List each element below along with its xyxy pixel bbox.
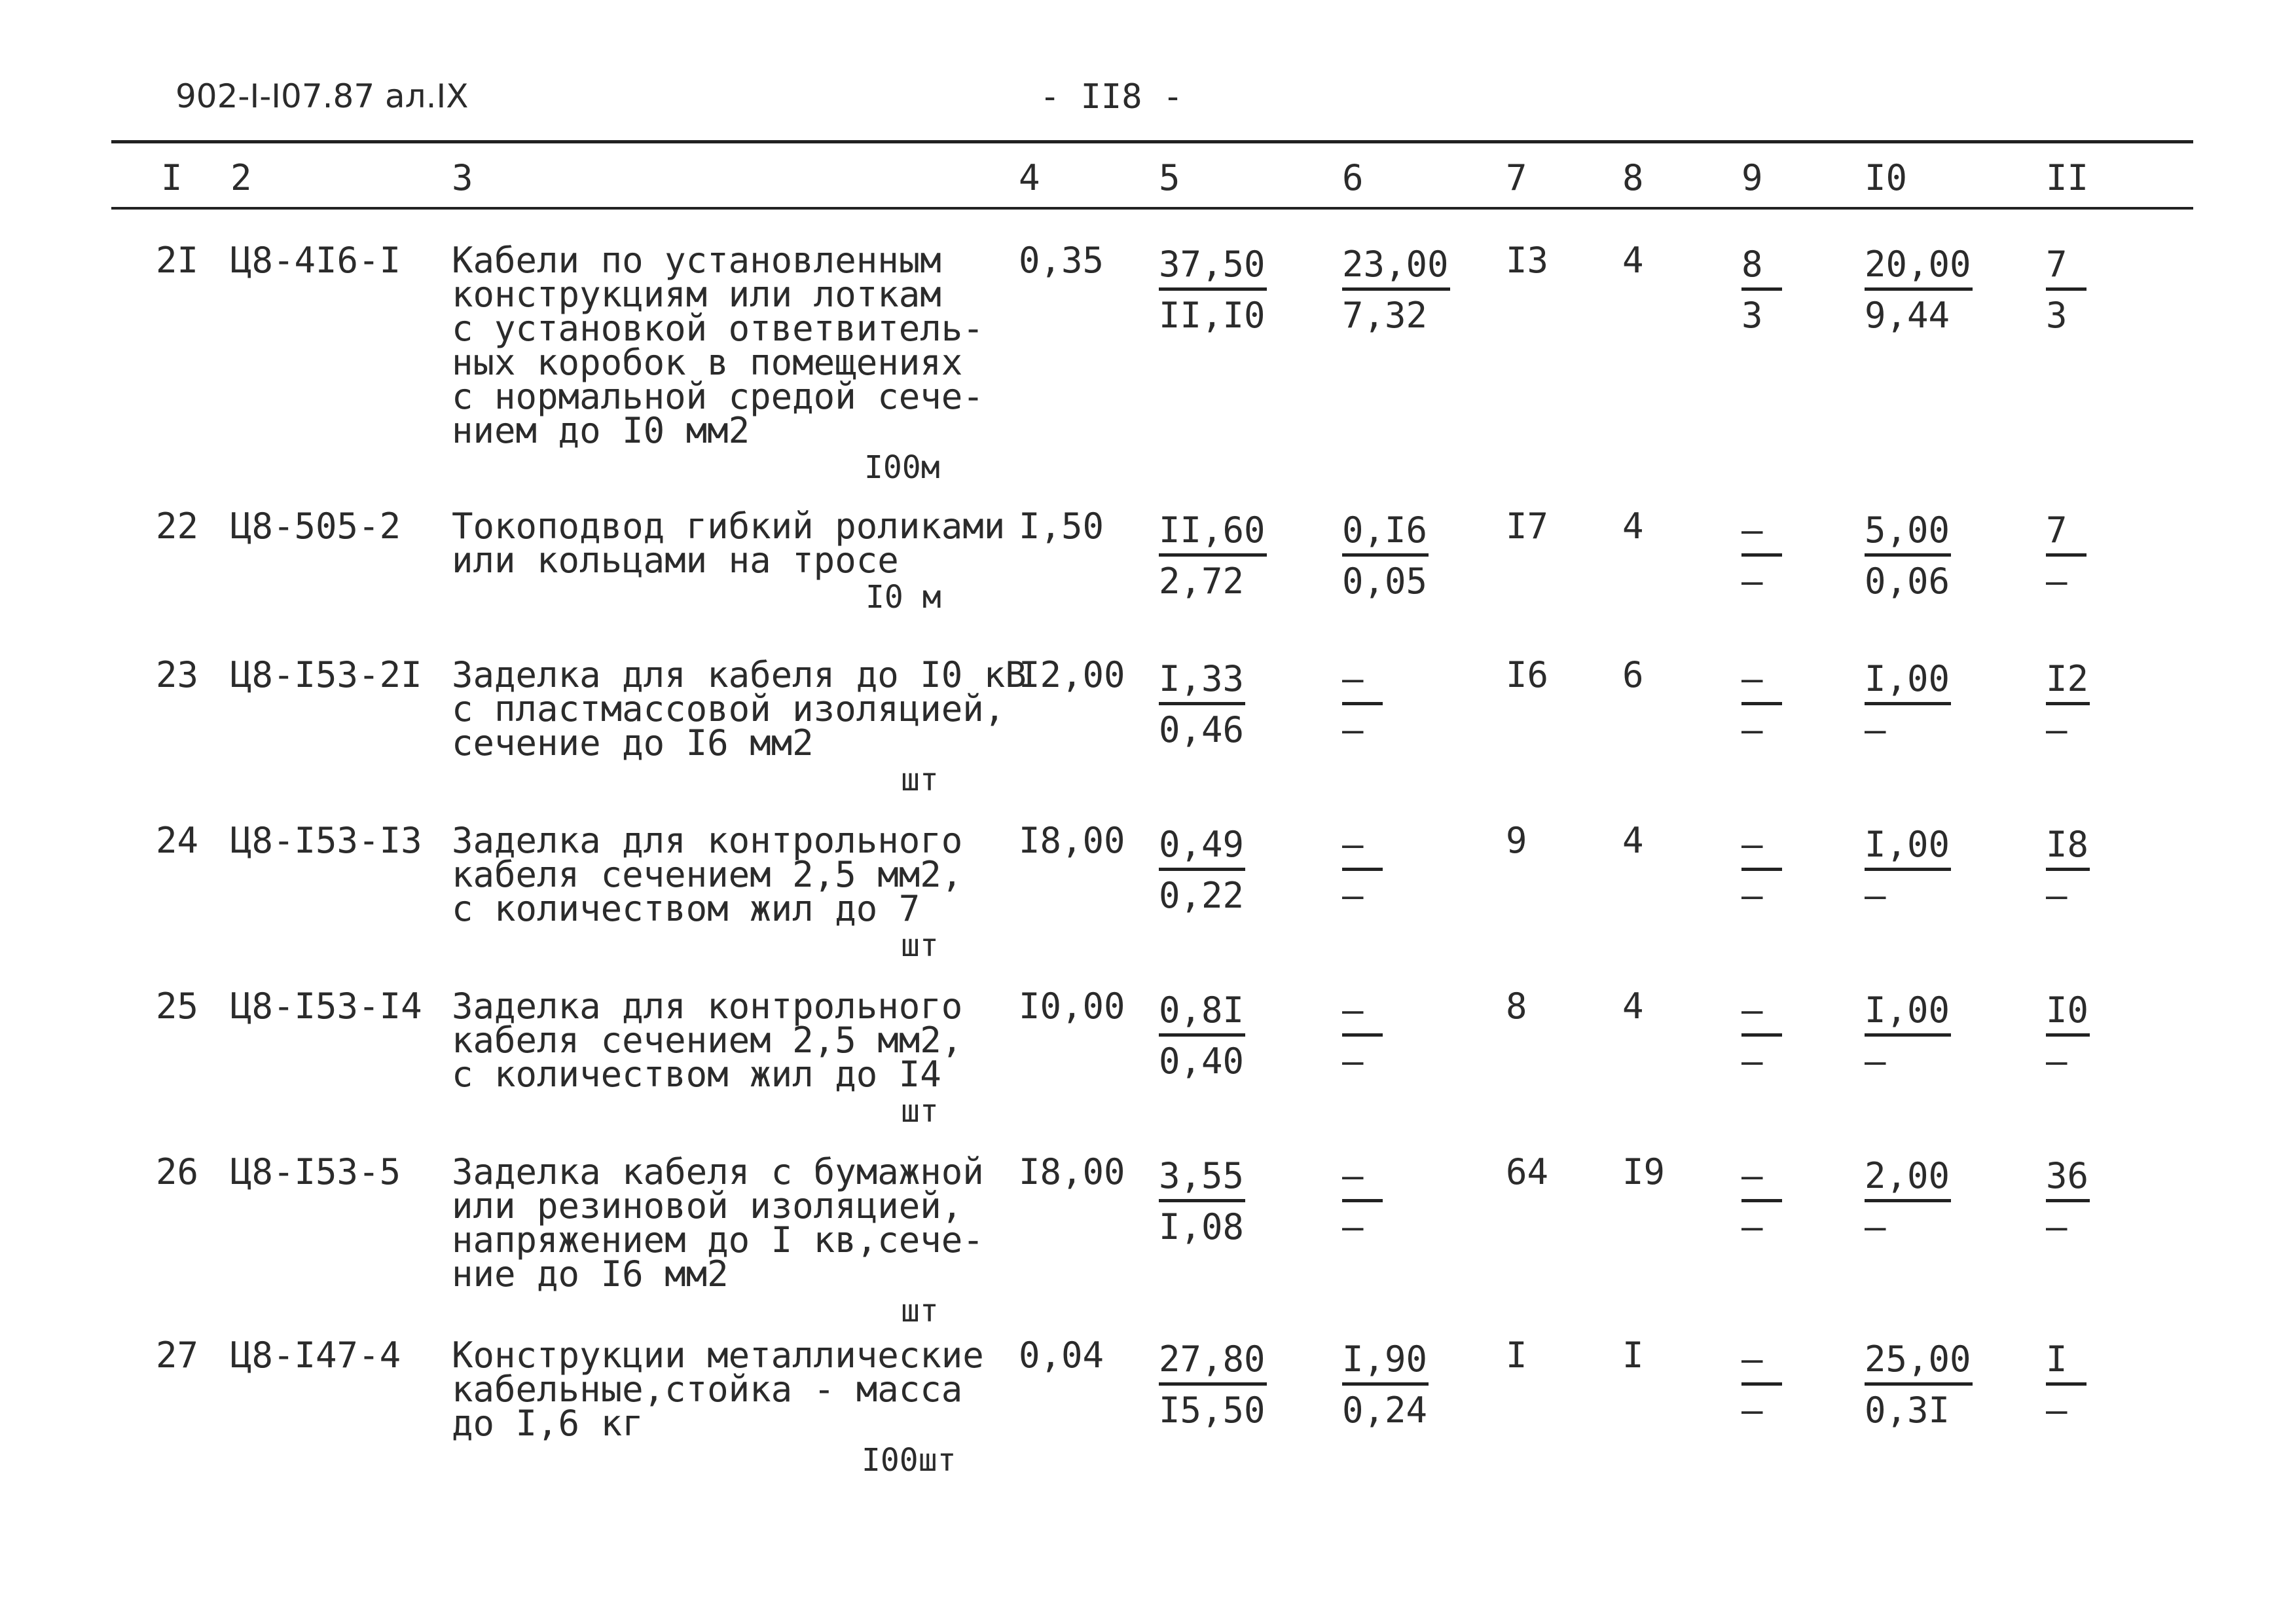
row-col6-numerator: I,90 bbox=[1342, 1338, 1429, 1386]
row-code: Ц8-505-2 bbox=[230, 506, 401, 547]
row-col9-numerator: 8 bbox=[1741, 244, 1782, 291]
row-col11 bbox=[2046, 1155, 2090, 1247]
row-col10 bbox=[1865, 244, 1973, 336]
row-col10-numerator: I,00 bbox=[1865, 658, 1951, 705]
row-col9-denominator: – bbox=[1741, 561, 1763, 602]
row-col8: I bbox=[1622, 1335, 1644, 1376]
row-col5 bbox=[1159, 1155, 1245, 1247]
row-col6-denominator: 0,05 bbox=[1342, 561, 1428, 602]
row-col6-denominator: – bbox=[1342, 709, 1364, 750]
row-col4: I8,00 bbox=[1019, 1151, 1125, 1192]
row-col10-denominator: 0,3I bbox=[1865, 1390, 1950, 1431]
row-col7: 9 bbox=[1506, 820, 1527, 861]
row-col4: I,50 bbox=[1019, 506, 1104, 547]
row-col11 bbox=[2046, 989, 2090, 1082]
row-col11-numerator: 36 bbox=[2046, 1155, 2090, 1202]
row-col7: I6 bbox=[1506, 654, 1549, 695]
row-col10-denominator: – bbox=[1865, 1206, 1886, 1247]
row-description: Конструкции металлические кабельные,стойка - масса до I,6 кг bbox=[452, 1335, 984, 1444]
row-col5-numerator: 3,55 bbox=[1159, 1155, 1245, 1202]
row-col4: I8,00 bbox=[1019, 820, 1125, 861]
row-code: Ц8-I53-I4 bbox=[230, 986, 422, 1027]
row-col5-numerator: II,60 bbox=[1159, 509, 1267, 557]
column-header-6: 6 bbox=[1342, 157, 1364, 198]
row-col9 bbox=[1741, 658, 1782, 750]
row-code: Ц8-I47-4 bbox=[230, 1335, 401, 1376]
row-col11-numerator: I0 bbox=[2046, 989, 2090, 1037]
row-col11-denominator: – bbox=[2046, 1390, 2068, 1431]
row-col5 bbox=[1159, 824, 1245, 916]
row-col9 bbox=[1741, 509, 1782, 602]
row-col11 bbox=[2046, 824, 2090, 916]
row-col6-numerator: – bbox=[1342, 989, 1383, 1037]
row-col7: I7 bbox=[1506, 506, 1549, 547]
row-description: Токоподвод гибкий роликами или кольцами на тросе bbox=[452, 506, 1006, 581]
row-description: Заделка для контрольного кабеля сечением 2,5 мм2, с количеством жил до I4 bbox=[452, 986, 963, 1095]
row-col5 bbox=[1159, 509, 1267, 602]
row-col7: 8 bbox=[1506, 986, 1527, 1027]
row-col5 bbox=[1159, 658, 1245, 750]
row-col11-numerator: I8 bbox=[2046, 824, 2090, 871]
row-col9 bbox=[1741, 244, 1782, 336]
row-col10-numerator: 2,00 bbox=[1865, 1155, 1951, 1202]
row-number: 25 bbox=[156, 986, 199, 1027]
row-col11 bbox=[2046, 658, 2090, 750]
row-unit: шт bbox=[901, 762, 939, 798]
row-col10 bbox=[1865, 1338, 1973, 1431]
top-rule bbox=[111, 140, 2193, 143]
row-col5-denominator: I,08 bbox=[1159, 1206, 1245, 1247]
row-col9-denominator: – bbox=[1741, 1041, 1763, 1082]
column-header-2: 2 bbox=[230, 157, 252, 198]
column-header-9: 9 bbox=[1741, 157, 1763, 198]
row-col5-numerator: I,33 bbox=[1159, 658, 1245, 705]
row-code: Ц8-I53-2I bbox=[230, 654, 422, 695]
column-header-3: 3 bbox=[452, 157, 473, 198]
row-col10 bbox=[1865, 658, 1951, 750]
row-col9-numerator: – bbox=[1741, 1338, 1782, 1386]
row-col9 bbox=[1741, 989, 1782, 1082]
row-code: Ц8-4I6-I bbox=[230, 240, 401, 281]
row-col11-numerator: I2 bbox=[2046, 658, 2090, 705]
row-col6 bbox=[1342, 1338, 1429, 1431]
row-col11-denominator: 3 bbox=[2046, 295, 2068, 336]
row-number: 24 bbox=[156, 820, 199, 861]
row-unit: I00м bbox=[864, 449, 940, 486]
row-col7: I bbox=[1506, 1335, 1527, 1376]
row-col11-denominator: – bbox=[2046, 1041, 2068, 1082]
row-col9 bbox=[1741, 824, 1782, 916]
row-description: Заделка кабеля с бумажной или резиновой изоляцией, напряжением до I кв,сече- ние до I6 мм2 bbox=[452, 1151, 984, 1295]
document-code: 902-I-I07.87 ал.IX bbox=[175, 77, 469, 115]
row-number: 27 bbox=[156, 1335, 199, 1376]
row-col7: 64 bbox=[1506, 1151, 1549, 1192]
row-col9-numerator: – bbox=[1741, 658, 1782, 705]
row-col10 bbox=[1865, 989, 1951, 1082]
row-col10-denominator: – bbox=[1865, 709, 1886, 750]
row-number: 2I bbox=[156, 240, 199, 281]
row-col11 bbox=[2046, 509, 2086, 602]
row-unit: шт bbox=[901, 1293, 939, 1329]
row-col6 bbox=[1342, 244, 1450, 336]
row-col6-numerator: 0,I6 bbox=[1342, 509, 1429, 557]
row-col9-numerator: – bbox=[1741, 509, 1782, 557]
row-col5 bbox=[1159, 244, 1267, 336]
row-col6-numerator: – bbox=[1342, 1155, 1383, 1202]
row-col11-numerator: I bbox=[2046, 1338, 2086, 1386]
row-col4: 0,04 bbox=[1019, 1335, 1104, 1376]
row-col4: 0,35 bbox=[1019, 240, 1104, 281]
column-header-7: 7 bbox=[1506, 157, 1527, 198]
column-header-8: 8 bbox=[1622, 157, 1644, 198]
row-col9-denominator: – bbox=[1741, 709, 1763, 750]
row-col9-denominator: – bbox=[1741, 1206, 1763, 1247]
page-number: - II8 - bbox=[1040, 77, 1184, 117]
row-description: Заделка для контрольного кабеля сечением 2,5 мм2, с количеством жил до 7 bbox=[452, 820, 963, 929]
row-col8: 6 bbox=[1622, 654, 1644, 695]
row-col4: I0,00 bbox=[1019, 986, 1125, 1027]
row-col10-numerator: 5,00 bbox=[1865, 509, 1951, 557]
header-rule bbox=[111, 207, 2193, 210]
row-col6-numerator: – bbox=[1342, 658, 1383, 705]
row-col5-denominator: 0,40 bbox=[1159, 1041, 1245, 1082]
row-col6 bbox=[1342, 989, 1383, 1082]
row-col8: 4 bbox=[1622, 506, 1644, 547]
row-col5-denominator: II,I0 bbox=[1159, 295, 1266, 336]
row-col8: 4 bbox=[1622, 986, 1644, 1027]
row-code: Ц8-I53-5 bbox=[230, 1151, 401, 1192]
row-col5-denominator: I5,50 bbox=[1159, 1390, 1266, 1431]
row-col11 bbox=[2046, 244, 2086, 336]
row-col5-denominator: 0,46 bbox=[1159, 709, 1245, 750]
row-col9-numerator: – bbox=[1741, 824, 1782, 871]
row-col5-numerator: 0,8I bbox=[1159, 989, 1245, 1037]
row-col10-denominator: 0,06 bbox=[1865, 561, 1950, 602]
row-col11-numerator: 7 bbox=[2046, 244, 2086, 291]
row-col4: I2,00 bbox=[1019, 654, 1125, 695]
row-code: Ц8-I53-I3 bbox=[230, 820, 422, 861]
row-col11-denominator: – bbox=[2046, 875, 2068, 916]
row-col9 bbox=[1741, 1155, 1782, 1247]
row-col9-numerator: – bbox=[1741, 989, 1782, 1037]
column-header-11: II bbox=[2046, 157, 2089, 198]
row-col11-numerator: 7 bbox=[2046, 509, 2086, 557]
row-unit: шт bbox=[901, 927, 939, 964]
row-col8: 4 bbox=[1622, 240, 1644, 281]
row-col5 bbox=[1159, 1338, 1267, 1431]
row-col6-denominator: – bbox=[1342, 1206, 1364, 1247]
row-col10-denominator: – bbox=[1865, 1041, 1886, 1082]
row-col6-denominator: – bbox=[1342, 875, 1364, 916]
row-col9-denominator: – bbox=[1741, 875, 1763, 916]
row-col5-denominator: 2,72 bbox=[1159, 561, 1245, 602]
row-col9 bbox=[1741, 1338, 1782, 1431]
row-number: 22 bbox=[156, 506, 199, 547]
row-col6 bbox=[1342, 658, 1383, 750]
row-col9-numerator: – bbox=[1741, 1155, 1782, 1202]
column-header-5: 5 bbox=[1159, 157, 1180, 198]
row-col6 bbox=[1342, 1155, 1383, 1247]
row-number: 26 bbox=[156, 1151, 199, 1192]
column-header-1: I bbox=[161, 157, 183, 198]
row-col10-numerator: I,00 bbox=[1865, 824, 1951, 871]
row-col5-numerator: 37,50 bbox=[1159, 244, 1267, 291]
row-description: Заделка для кабеля до I0 кВ с пластмассовой изоляцией, сечение до I6 мм2 bbox=[452, 654, 1027, 764]
row-col10-numerator: 20,00 bbox=[1865, 244, 1973, 291]
row-unit: шт bbox=[901, 1093, 939, 1130]
row-col10-denominator: 9,44 bbox=[1865, 295, 1950, 336]
row-col6-denominator: 0,24 bbox=[1342, 1390, 1428, 1431]
row-col9-denominator: 3 bbox=[1741, 295, 1763, 336]
row-col11-denominator: – bbox=[2046, 709, 2068, 750]
row-description: Кабели по установленным конструкциям или лоткам с установкой ответвитель- ных коробок в помещениях с нормальной средой сече- нием до I0 мм2 bbox=[452, 240, 984, 451]
row-col8: 4 bbox=[1622, 820, 1644, 861]
row-col6-numerator: – bbox=[1342, 824, 1383, 871]
row-col11 bbox=[2046, 1338, 2086, 1431]
row-col10 bbox=[1865, 824, 1951, 916]
column-header-10: I0 bbox=[1865, 157, 1908, 198]
row-col7: I3 bbox=[1506, 240, 1549, 281]
row-col11-denominator: – bbox=[2046, 1206, 2068, 1247]
row-unit: I0 м bbox=[866, 579, 941, 616]
row-col6 bbox=[1342, 509, 1429, 602]
row-col11-denominator: – bbox=[2046, 561, 2068, 602]
column-header-4: 4 bbox=[1019, 157, 1040, 198]
row-col6-numerator: 23,00 bbox=[1342, 244, 1450, 291]
row-col5-numerator: 27,80 bbox=[1159, 1338, 1267, 1386]
row-unit: I00шт bbox=[862, 1442, 957, 1479]
row-col10 bbox=[1865, 509, 1951, 602]
row-col5 bbox=[1159, 989, 1245, 1082]
row-col9-denominator: – bbox=[1741, 1390, 1763, 1431]
row-col5-denominator: 0,22 bbox=[1159, 875, 1245, 916]
row-col6 bbox=[1342, 824, 1383, 916]
row-col6-denominator: 7,32 bbox=[1342, 295, 1428, 336]
row-col10 bbox=[1865, 1155, 1951, 1247]
row-col10-numerator: I,00 bbox=[1865, 989, 1951, 1037]
row-col6-denominator: – bbox=[1342, 1041, 1364, 1082]
row-col10-numerator: 25,00 bbox=[1865, 1338, 1973, 1386]
row-number: 23 bbox=[156, 654, 199, 695]
row-col5-numerator: 0,49 bbox=[1159, 824, 1245, 871]
row-col8: I9 bbox=[1622, 1151, 1666, 1192]
row-col10-denominator: – bbox=[1865, 875, 1886, 916]
